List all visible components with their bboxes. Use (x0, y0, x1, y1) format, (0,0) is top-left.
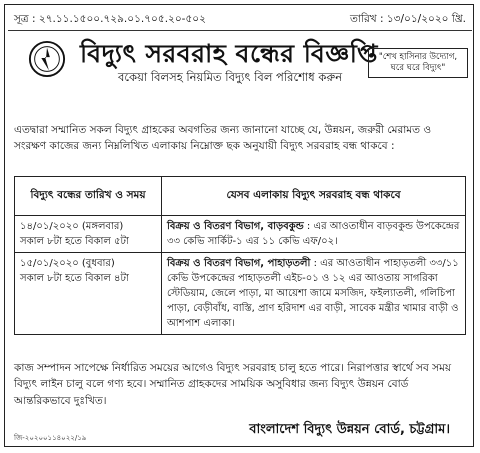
slogan-line-2: ঘরে ঘরে বিদ্যুৎ" (390, 63, 446, 74)
area-list: : এর আওতাধীন বাড়বকুন্ড উপকেন্দ্রের ৩৩ কেভি সার্কিট-১ এর ১১ কেভি এফ/০২। (167, 221, 460, 247)
notice-date: তারিখ : ১৩/০১/২০২০ খ্রি. (350, 13, 466, 25)
table-row (15, 253, 466, 335)
slogan-line-1: "শেখ হাসিনার উদ্যোগ, (378, 52, 458, 62)
column-header-areas: যেসব এলাকায় বিদ্যুৎ সরবরাহ বন্ধ থাকবে (162, 177, 466, 216)
outage-time: সকাল ৮টা হতে বিকাল ৫টা (20, 236, 129, 247)
reference-number: সূত্র : ২৭.১১.১৫০০.৭২৯.০১.৭০৫.২০-৫০২ (14, 13, 206, 25)
table-header-row (15, 177, 466, 216)
column-header-date: বিদ্যুৎ বন্ধের তারিখ ও সময় (15, 177, 162, 216)
document-code: জি-২০২০০১১৪০২২/১৯ (14, 434, 87, 442)
notice-title: বিদ্যুৎ সরবরাহ বন্ধের বিজ্ঞপ্তি (80, 39, 378, 68)
areas-cell (162, 216, 466, 253)
office-name: বিক্রয় ও বিতরণ বিভাগ, বাড়বকুন্ড (167, 221, 304, 232)
date-cell (15, 253, 162, 335)
area-list: : এর আওতাধীন পাহাড়তলী ৩৩/১১ কেভি উপকেন্দ্রের পাহাড়তলী এইচ-০১ ও ১২ এর আওতায় সাগরিকা স্টেডিয়াম, জেলে পাড়া, মা আয়েশা জামে মসজিদ, ফইল্যাতলী, গলিচিপা পাড়া, বেড়ীবাঁধ, বাস্তি, প্রাণ হরিদাশ এর বাড়ী, সাবেক মন্ত্রীর খামার বাড়ী ও আশপাশ এলাকা। (167, 258, 459, 329)
header-divider (8, 30, 472, 31)
intro-paragraph: এতদ্বারা সম্মানিত সকল বিদ্যুৎ গ্রাহকের অবগতির জন্য জানানো যাচ্ছে যে, উন্নয়ন, জরুরী মেরামত ও সংরক্ষণ কাজের জন্য নিম্নলিখিত এলাকায় নিম্নোক্ত ছক অনুযায়ী বিদ্যুৎ সরবরাহ বন্ধ থাকবে : (14, 124, 432, 153)
footer-paragraph: কাজ সম্পাদন সাপেক্ষে নির্ধারিত সময়ের আগেও বিদ্যুৎ সরবরাহ চালু হতে পারে। নিরাপত্তার স্বার্থে সব সময় বিদ্যুৎ লাইন চালু বলে গণ্য হবে। সম্মানিত গ্রাহকদের সাময়িক অসুবিধার জন্য বিদ্যুৎ উন্নয়ন বোর্ড আন্তরিকভাবে দুঃখিত। (14, 362, 452, 407)
outage-time: সকাল ৮টা হতে বিকাল ৪টা (20, 273, 129, 284)
slogan-box (368, 48, 468, 78)
areas-cell (162, 253, 466, 335)
office-name: বিক্রয় ও বিতরণ বিভাগ, পাহাড়তলী (167, 258, 311, 269)
outage-date: ১৪/০১/২০২০ (মঙ্গলবার) (20, 221, 124, 232)
outage-table (14, 176, 466, 335)
notice-subtitle: বকেয়া বিলসহ নিয়মিত বিদ্যুৎ বিল পরিশোধ করুন (118, 70, 343, 84)
signature: বাংলাদেশ বিদ্যুৎ উন্নয়ন বোর্ড, চট্টগ্রাম। (249, 422, 450, 437)
date-cell (15, 216, 162, 253)
bpdb-logo-icon (28, 40, 66, 78)
table-row (15, 216, 466, 253)
outage-date: ১৫/০১/২০২০ (বুধবার) (20, 258, 115, 269)
